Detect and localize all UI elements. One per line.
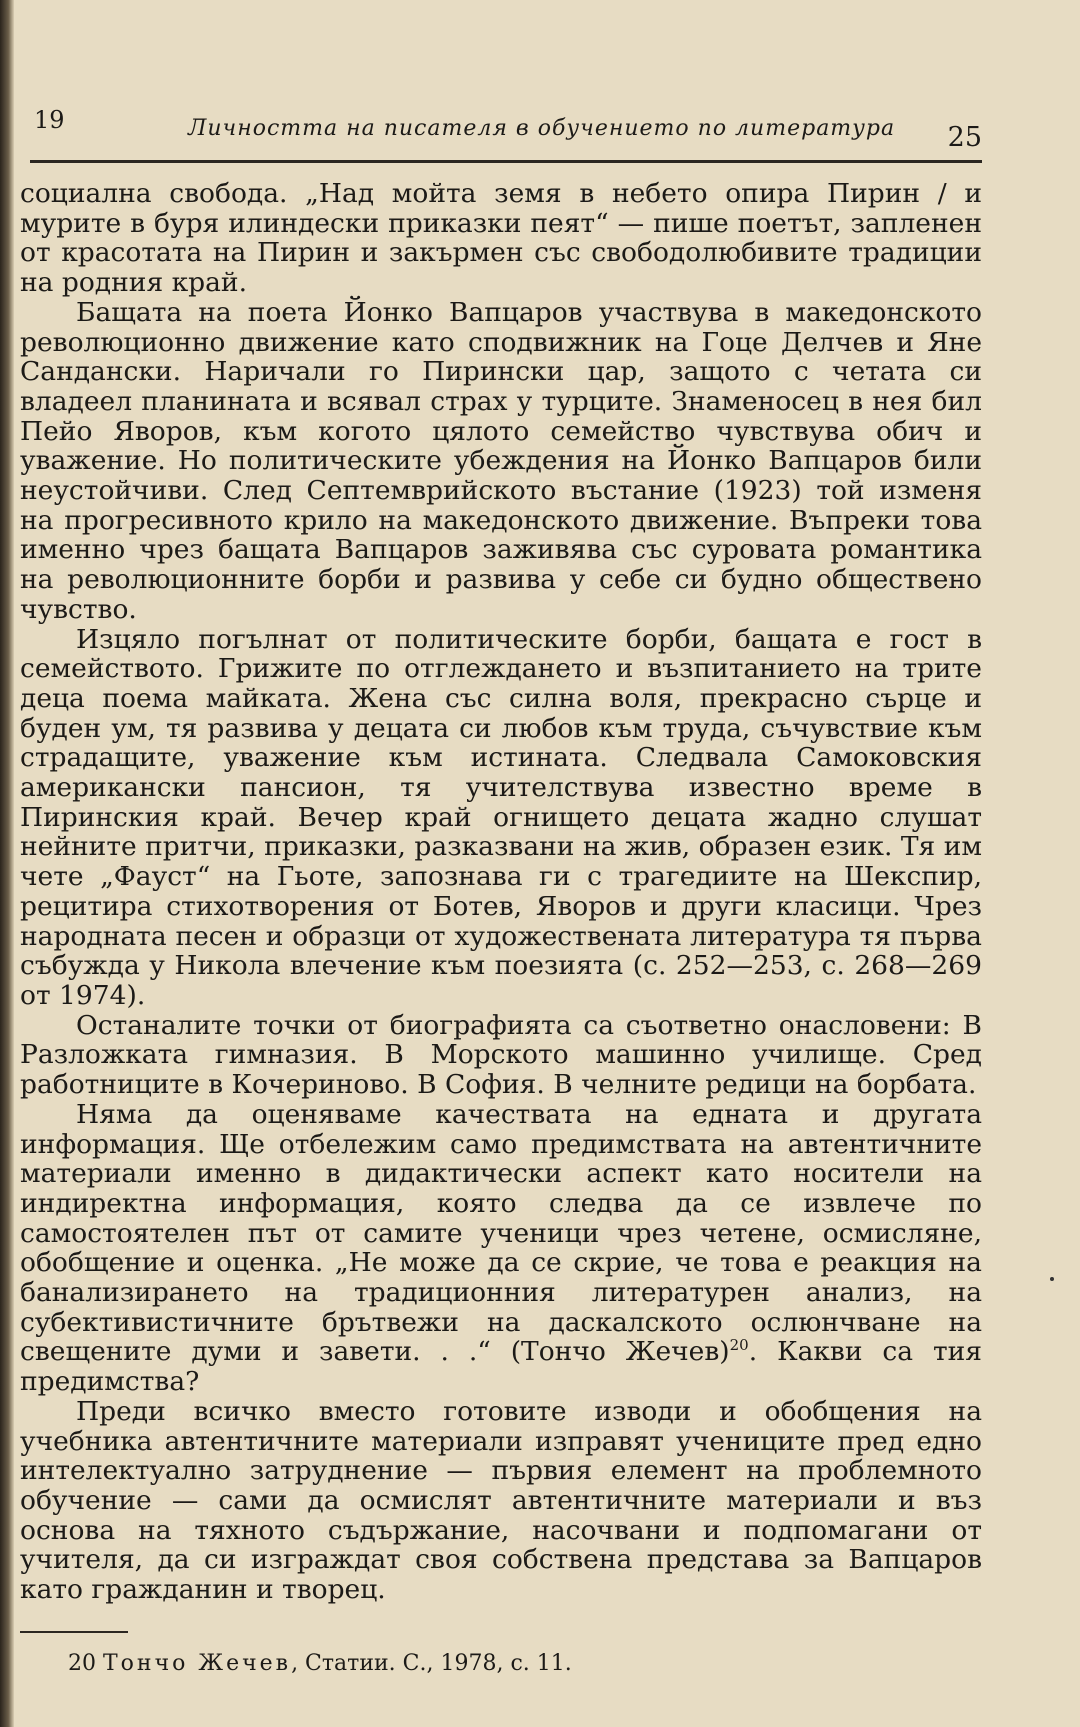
footnote (20, 1651, 982, 1676)
book-page (20, 100, 982, 1676)
paragraph-5-tail: . Какви са тия предимства? (20, 1336, 983, 1398)
footnote-source: , Статии. С., 1978, с. 11. (291, 1650, 572, 1676)
paragraph-1: социална свобода. „Над мойта земя в небето опира Пирин / и мурите в буря илиндески приказки пеят“ — пише поетът, запленен от красотата на Пирин и закърмен със свободолюбивите традиции на родния край. (20, 178, 982, 299)
left-page-number: 19 (34, 106, 65, 134)
running-title: Личността на писателя в обучението по литература (188, 116, 896, 141)
footnote-number: 20 (68, 1650, 96, 1676)
body-text (20, 179, 982, 1605)
paragraph-6: Преди всичко вместо готовите изводи и обобщения на учебника автентичните материали изправят учениците пред едно интелектуално затруднение — първия елемент на проблемното обучение — сами да осмислят автентичните материали и въз основа на тяхното съдържание, насочвани и подпомагани от учителя, да си изграждат своя собствена представа за Вапцаров като гражданин и творец. (20, 1395, 982, 1606)
page-number: 25 (947, 122, 982, 153)
header-rule (30, 160, 982, 163)
paragraph-2: Бащата на поета Йонко Вапцаров участвува в македонското революционно движение като сподвижник на Гоце Делчев и Яне Сандански. Наричали го Пирински цар, защото с четата си владеел планината и всявал страх у турците. Знаменосец в нея бил Пейо Яворов, към когото цялото семейство чувствува обич и уважение. Но политическите убеждения на Йонко Вапцаров били неустойчиви. След Септемврийското въстание (1923) той изменя на прогресивното крило на македонското движение. Въпреки това именно чрез бащата Вапцаров заживява със суровата романтика на революционните борби и развива у себе си будно обществено чувство. (20, 296, 982, 625)
margin-dot (1050, 1277, 1054, 1281)
footnote-rule (20, 1631, 128, 1633)
footnote-ref: 20 (729, 1336, 749, 1355)
paragraph-3: Изцяло погълнат от политическите борби, бащата е гост в семейството. Грижите по отглеждането и възпитанието на трите деца поема майката. Жена със силна воля, прекрасно сърце и буден ум, тя развива у децата си любов към труда, съчувствие към страдащите, уважение към истината. Следвала Самоковския американски пансион, тя учителствува известно време в Пиринския край. Вечер край огнището децата жадно слушат нейните притчи, приказки, разказвани на жив, образен език. Тя им чете „Фауст“ на Гьоте, запознава ги с трагедиите на Шекспир, рецитира стихотворения от Ботев, Яворов и други класици. Чрез народната песен и образци от художествената литература тя първа събужда у Никола влечение към поезията (с. 252—253, с. 268—269 от 1974). (20, 623, 982, 1011)
book-spine-shadow (0, 0, 14, 1727)
paragraph-4: Останалите точки от биографията са съответно онасловени: В Разложката гимназия. В Морското машинно училище. Сред работниците в Кочериново. В София. В челните редици на борбата. (20, 1009, 982, 1101)
paragraph-5-text: Няма да оценяваме качествата на едната и другата информация. Ще отбележим само предимствата на автентичните материали именно в дидактически аспект като носители на индиректна информация, която следва да се извлече по самостоятелен път от самите ученици чрез четене, осмисляне, обобщение и оценка. „Не може да се скрие, че това е реакция на банализирането на традиционния литературен анализ, на субективистичните брътвежи на даскалското ослюнчване на свещените думи и завети. . .“ (Тончо Жечев) (20, 1098, 982, 1368)
footnote-author: Тончо Жечев (103, 1650, 292, 1676)
paragraph-5 (20, 1100, 982, 1397)
page-header (20, 100, 982, 160)
